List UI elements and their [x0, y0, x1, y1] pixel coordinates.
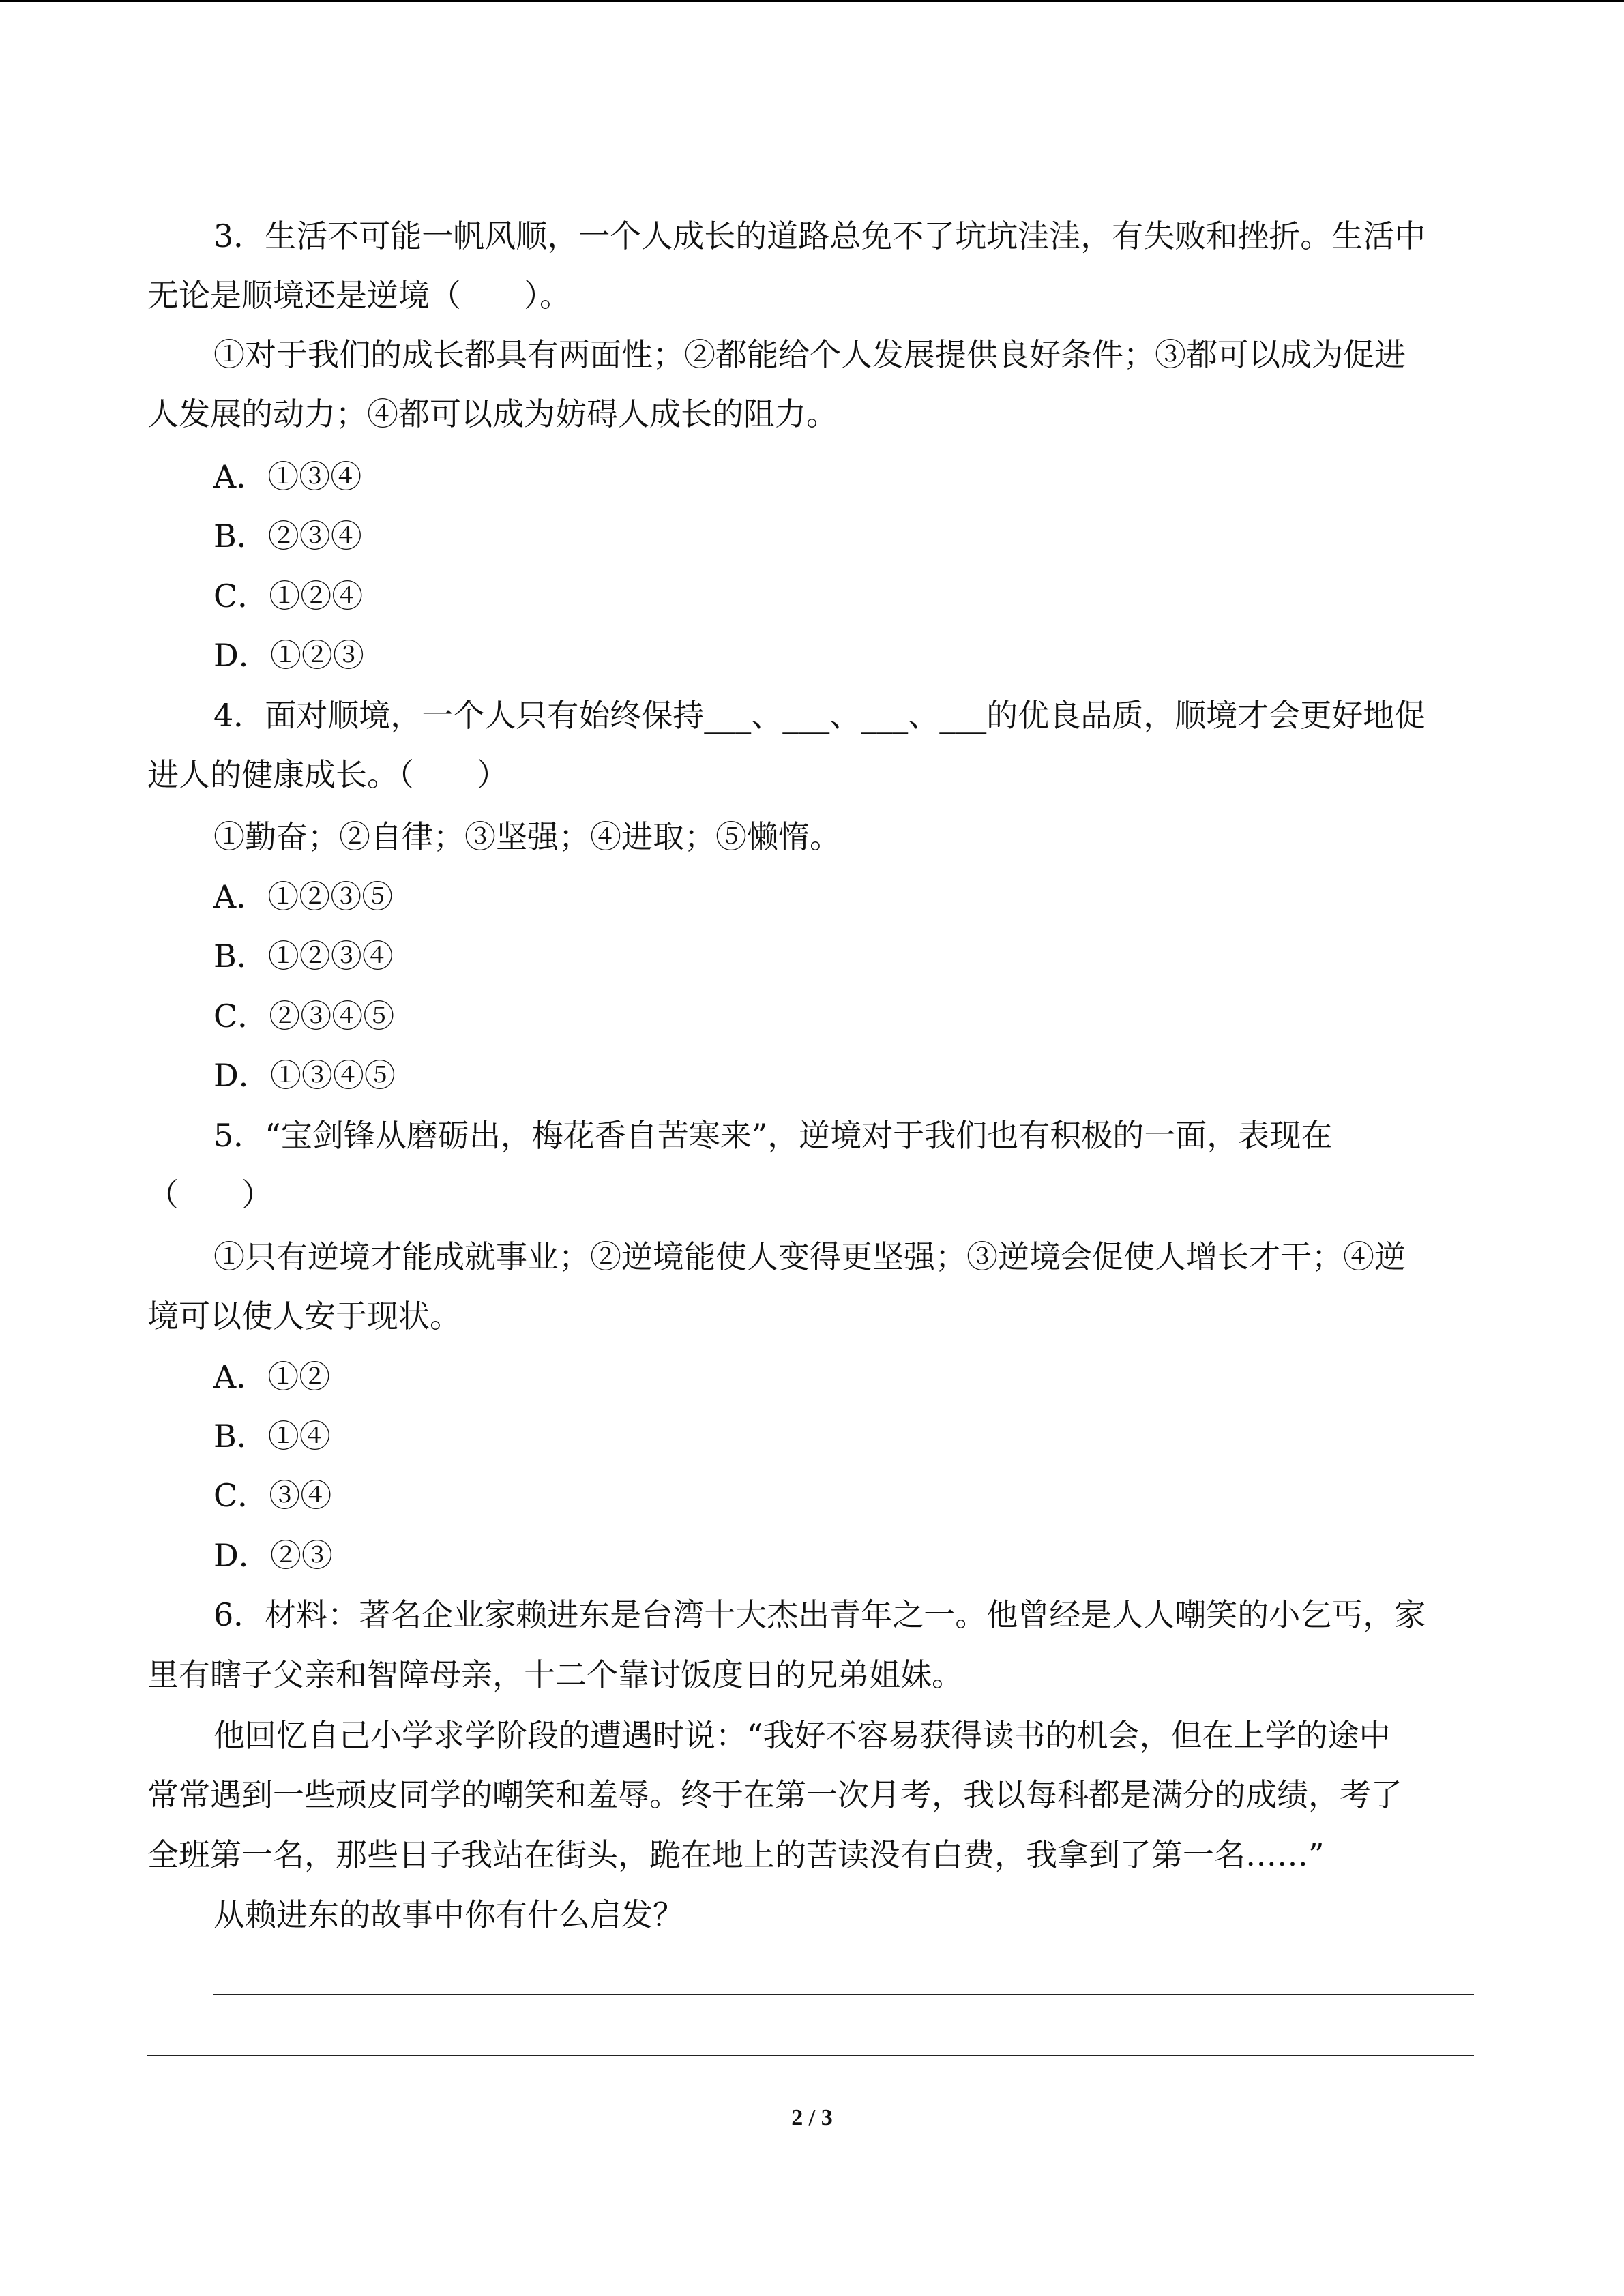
page-number: 2 / 3 — [791, 2105, 833, 2130]
answer-line[interactable] — [213, 1994, 1474, 1995]
footer-divider — [147, 2055, 1474, 2056]
top-border — [0, 0, 1624, 2]
document-page: 3．生活不可能一帆风顺，一个人成长的道路总免不了坑坑洼洼，有失败和挫折。生活中 无论是顺境还是逆境（ ）。 ①对于我们的成长都具有两面性；②都能给个人发展提供良好条件；③都可以成为促进 人发展的动力；④都可以成为妨碍人成长的阻力。 A．①③④ B．②③④ C．①②④ D．①②③ 4．面对顺境，一个人只有始终保持___、___、___、___的优良品质，顺境才会更好地促 进人的健康成长。（ ） ①勤奋；②自律；③坚强；④进取；⑤懒惰。 A．①②③⑤ B．①②③④ C．②③④⑤ D．①③④⑤ 5．“宝剑锋从磨砺出，梅花香自苦寒来”，逆境对于我们也有积极的一面，表现在 （ ） ①只有逆境才能成就事业；②逆境能使人变得更坚强；③逆境会促使人增长才干；④逆 境可以使人安于现状。 A．①② B．①④ C．③④ D．②③ 6．材料：著名企业家赖进东是台湾十大杰出青年之一。他曾经是人人嘲笑的小乞丐，家 里有瞎子父亲和智障母亲，十二个靠讨饭度日的兄弟姐妹。 他回忆自己小学求学阶段的遭遇时说：“我好不容易获得读书的机会，但在上学的途中 常常遇到一些顽皮同学的嘲笑和羞辱。终于在第一次月考，我以每科都是满分的成绩，考了 全班第一名，那些日子我站在街头，跪在地上的苦读没有白费，我拿到了第一名……” 从赖进东的故事中你有什么启发？ 2 / 3 — [0, 0, 1624, 2296]
